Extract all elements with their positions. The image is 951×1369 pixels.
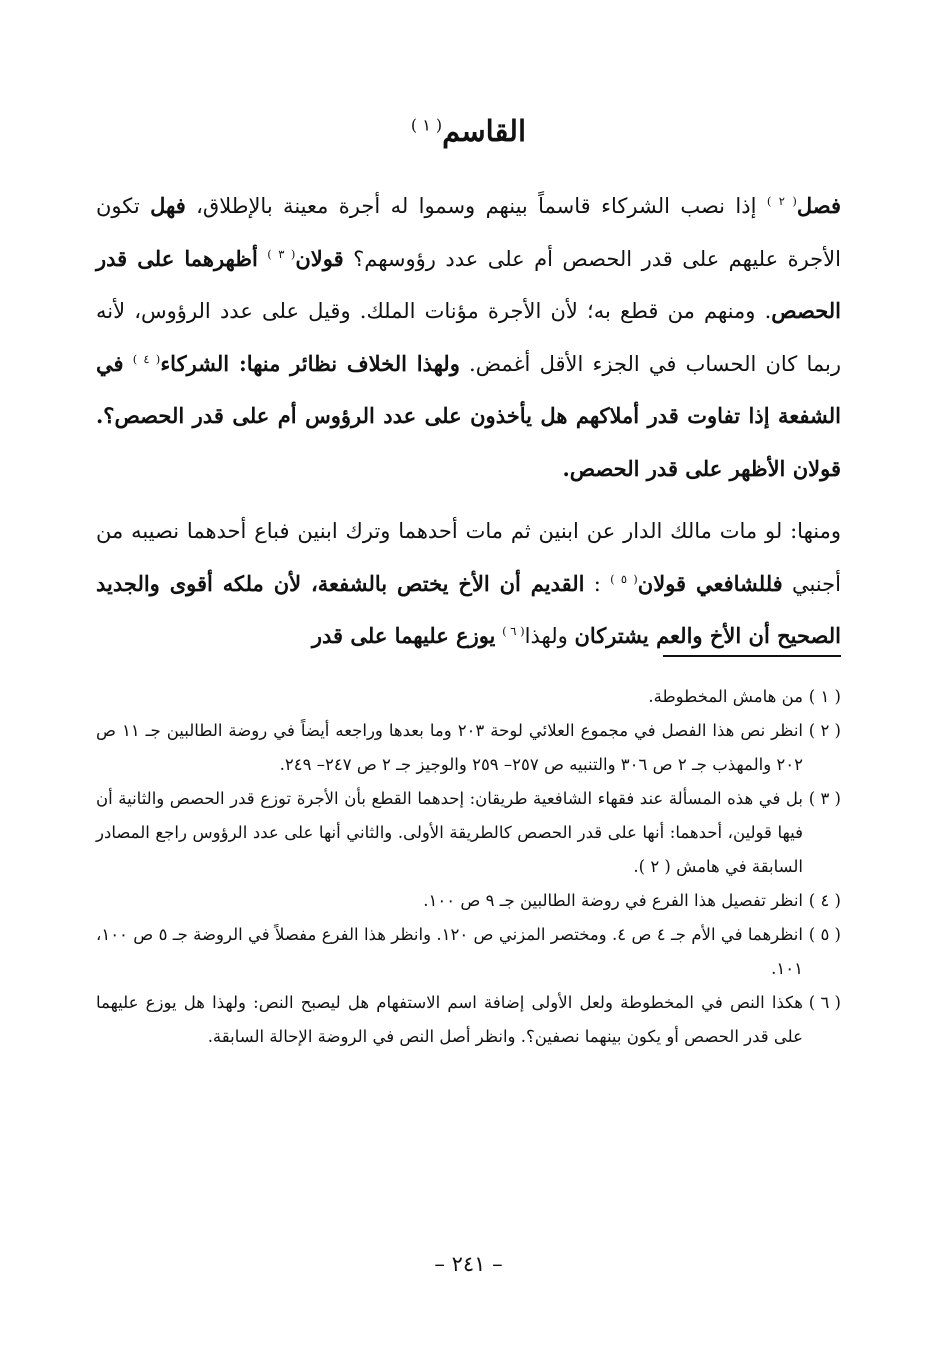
footnote xyxy=(96,884,841,918)
text-run xyxy=(124,352,133,376)
book-page xyxy=(96,0,841,1369)
footnote-number: ( ٥ ) xyxy=(808,925,841,944)
footnote xyxy=(96,714,841,782)
page-number: – ٢٤١ – xyxy=(434,1252,503,1276)
footnotes-list xyxy=(96,680,841,1054)
footnote xyxy=(96,918,841,986)
text-run xyxy=(258,247,267,271)
text-run: ومنها: لو مات مالك الدار عن ابنين ثم مات أحدهما وترك ابنين فباع أحدهما نصيبه من أجنبي xyxy=(96,519,841,596)
footnote-text: هكذا النص في المخطوطة ولعل الأولى إضافة اسم الاستفهام هل ليصبح النص: ولهذا هل يوزع عليهما على قدر الحصص أو يكون بينهما نصفين؟. وانظر أصل النص في الروضة الإحالة السابقة. xyxy=(96,993,803,1046)
footnote-number: ( ٢ ) xyxy=(808,721,841,740)
bold-text: قولان xyxy=(295,245,344,271)
bold-text: القديم أن الأخ يختص بالشفعة، لأن ملكه أقوى والجديد الصحيح أن الأخ والعم يشتركان xyxy=(96,570,841,648)
footnote-ref: ( ٣ ) xyxy=(267,246,296,261)
chapter-title xyxy=(96,114,841,148)
text-run: إذا نصب الشركاء قاسماً بينهم وسموا له أجرة معينة بالإطلاق، xyxy=(185,194,767,218)
text-run: : xyxy=(584,571,611,596)
footnote-text: انظرهما في الأم جـ ٤ ص ٤. ومختصر المزني ص ١٢٠. وانظر هذا الفرع مفصلاً في الروضة جـ ٥ ص ١٠٠، ١٠١. xyxy=(96,925,803,978)
title-footnote-ref: ( ١ ) xyxy=(410,115,443,135)
footnote-ref: ( ٤ ) xyxy=(132,351,161,366)
footnote xyxy=(96,782,841,884)
footnote-ref: ( ٥ ) xyxy=(610,571,638,586)
footnote-number: ( ٦ ) xyxy=(808,993,841,1012)
footnote-ref: ( ٦ ) xyxy=(502,624,525,638)
bold-text: ولهذا الخلاف نظائر منها: الشركاء xyxy=(160,350,460,376)
paragraph xyxy=(96,180,841,495)
footnote-ref: ( ٢ ) xyxy=(766,194,797,208)
footnote-text: من هامش المخطوطة. xyxy=(648,687,803,706)
footnote-text: انظر تفصيل هذا الفرع في روضة الطالبين جـ ٩ ص ١٠٠. xyxy=(423,891,803,910)
footnote-text: انظر نص هذا الفصل في مجموع العلائي لوحة ٢٠٣ وما بعدها وراجعه أيضاً في روضة الطالبين جـ ١١ ص ٢٠٢ والمهذب جـ ٢ ص ٣٠٦ والتنبيه ص ٢٥٧– ٢٥٩ والوجيز جـ ٢ ص ٢٤٧– ٢٤٩. xyxy=(96,721,803,774)
paragraph xyxy=(96,505,841,663)
bold-text: فللشافعي قولان xyxy=(637,570,783,596)
footnote-number: ( ١ ) xyxy=(808,687,841,706)
footnote xyxy=(96,986,841,1054)
bold-text: أظهرهما على قدر الحصص xyxy=(96,245,841,323)
bold-text: فهل xyxy=(150,193,186,218)
bold-text: فصل xyxy=(796,193,841,218)
footnote-separator xyxy=(663,655,841,657)
chapter-title-text: القاسم xyxy=(442,114,527,149)
footnote-number: ( ٣ ) xyxy=(808,789,841,808)
text-run: ولهذا xyxy=(524,624,575,648)
footnote-number: ( ٤ ) xyxy=(808,891,841,910)
main-text xyxy=(96,180,841,663)
footnote-text: بل في هذه المسألة عند فقهاء الشافعية طريقان: إحدهما القطع بأن الأجرة توزع قدر الحصص والثانية أن فيها قولين، أحدهما: أنها على قدر الحصص كالطريقة الأولى. والثاني أنها على عدد الرؤوس راجع المصادر السابقة في هامش ( ٢ ). xyxy=(96,789,803,876)
bold-text: يوزع عليهما على قدر xyxy=(311,623,496,648)
text-run: تكون الأجرة عليهم على قدر الحصص أم على عدد رؤوسهم؟ xyxy=(96,194,841,271)
footnote xyxy=(96,680,841,714)
text-run: . ومنهم من قطع به؛ لأن الأجرة مؤنات الملك. وقيل على عدد الرؤوس، لأنه ربما كان الحساب في الجزء الأقل أغمض. xyxy=(96,299,842,376)
bold-text: في الشفعة إذا تفاوت قدر أملاكهم هل يأخذون على عدد الرؤوس أم على قدر الحصص؟. قولان الأظهر على قدر الحصص. xyxy=(96,350,841,481)
